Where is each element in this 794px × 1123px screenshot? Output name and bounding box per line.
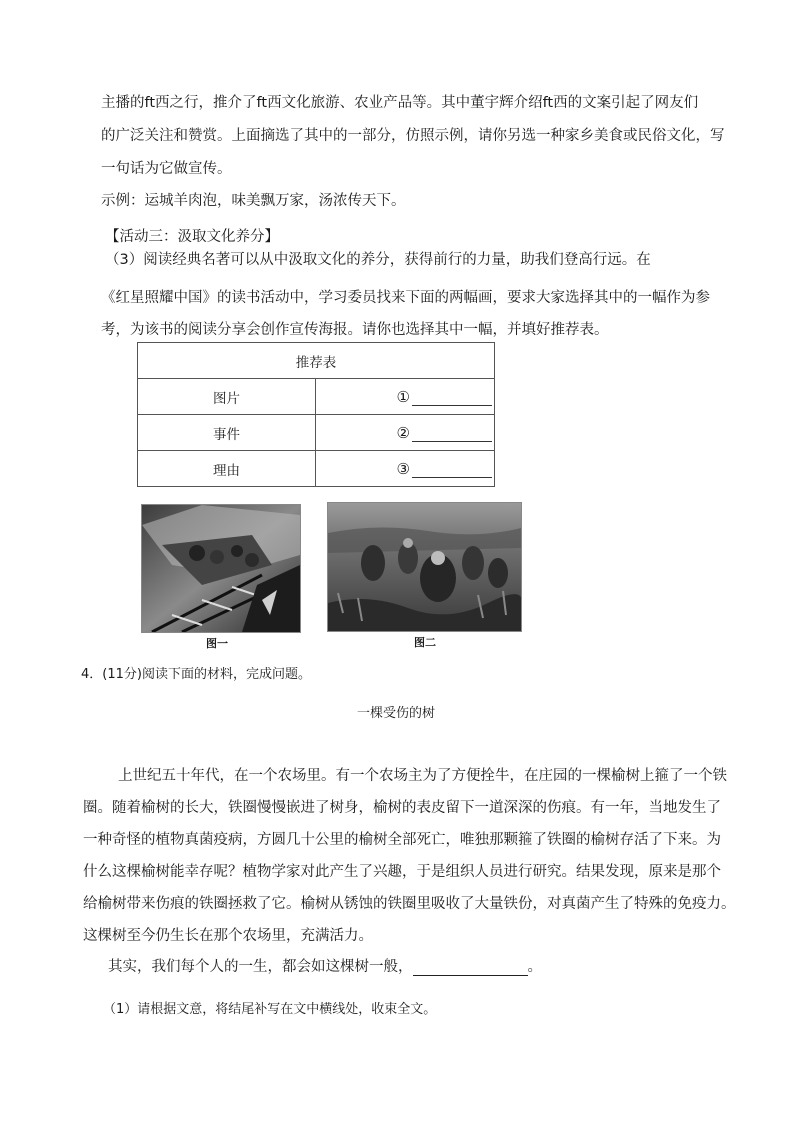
figure-2-caption: 图二 <box>414 636 436 649</box>
text-line-3: 一句话为它做宣传。 <box>101 161 232 177</box>
recommendation-table <box>137 342 495 487</box>
passage-line: 这棵树至今仍生长在那个农场里，充满活力。 <box>83 928 373 944</box>
passage-line: 一种奇怪的植物真菌疫病，方圆几十公里的榆树全部死亡，唯独那颗箍了铁圈的榆树存活了下来。为 <box>83 832 721 848</box>
sub-question-1: （1）请根据文意，将结尾补写在文中横线处，收束全文。 <box>103 1002 437 1017</box>
table-cell-answer[interactable] <box>316 451 495 487</box>
example-line: 示例：运城羊肉泡，味美飘万家，汤浓传天下。 <box>101 193 406 209</box>
table-cell-label: 图片 <box>138 379 316 415</box>
passage-title: 一棵受伤的树 <box>357 706 436 721</box>
passage-ending-line <box>108 958 542 976</box>
figure-2-image <box>327 502 522 632</box>
circled-number: ① <box>396 387 410 406</box>
question-3-line-2: 《红星照耀中国》的读书活动中，学习委员找来下面的两幅画，要求大家选择其中的一幅作为参 <box>101 290 710 306</box>
table-cell-answer[interactable] <box>316 415 495 451</box>
table-cell-label: 事件 <box>138 415 316 451</box>
question-3-line-3: 考，为该书的阅读分享会创作宣传海报。请你也选择其中一幅，并填好推荐表。 <box>101 322 609 338</box>
answer-blank[interactable] <box>412 391 492 406</box>
answer-blank[interactable] <box>412 463 492 478</box>
table-cell-answer[interactable] <box>316 379 495 415</box>
circled-number: ② <box>396 423 410 442</box>
table-row <box>138 451 495 487</box>
figure-2-painting <box>328 503 521 631</box>
figure-1-painting <box>142 505 300 632</box>
question-3-line-1: （3）阅读经典名著可以从中汲取文化的养分，获得前行的力量，助我们登高行远。在 <box>105 252 651 268</box>
text-line-2: 的广泛关注和赞赏。上面摘选了其中的一部分，仿照示例，请你另选一种家乡美食或民俗文化，写 <box>101 128 725 144</box>
figure-1-image <box>141 504 301 633</box>
activity-heading: 【活动三：汲取文化养分】 <box>105 229 279 245</box>
passage-ending-text: 其实，我们每个人的一生，都会如这棵树一般， <box>108 959 413 975</box>
circled-number: ③ <box>396 459 410 478</box>
passage-line: 什么这棵榆树能幸存呢？植物学家对此产生了兴趣，于是组织人员进行研究。结果发现，原来是那个 <box>83 864 721 880</box>
passage-ending-period: 。 <box>527 959 542 975</box>
table-title: 推荐表 <box>138 343 495 379</box>
passage-line: 圈。随着榆树的长大，铁圈慢慢嵌进了树身，榆树的表皮留下一道深深的伤痕。有一年，当地发生了 <box>83 800 721 816</box>
passage-line: 上世纪五十年代，在一个农场里。有一个农场主为了方便拴牛，在庄园的一棵榆树上箍了一个铁 <box>118 768 727 784</box>
answer-blank[interactable] <box>412 427 492 442</box>
ending-answer-blank[interactable] <box>413 961 528 976</box>
passage-line: 给榆树带来伤痕的铁圈拯救了它。榆树从锈蚀的铁圈里吸收了大量铁份，对真菌产生了特殊的免疫力。 <box>83 896 736 912</box>
question-4-header: 4．(11分)阅读下面的材料，完成问题。 <box>81 667 311 682</box>
figure-1-caption: 图一 <box>206 637 228 650</box>
table-row <box>138 415 495 451</box>
table-row <box>138 379 495 415</box>
text-line-1: 主播的ft西之行，推介了ft西文化旅游、农业产品等。其中董宇辉介绍ft西的文案引起了网友们 <box>101 95 699 111</box>
table-cell-label: 理由 <box>138 451 316 487</box>
